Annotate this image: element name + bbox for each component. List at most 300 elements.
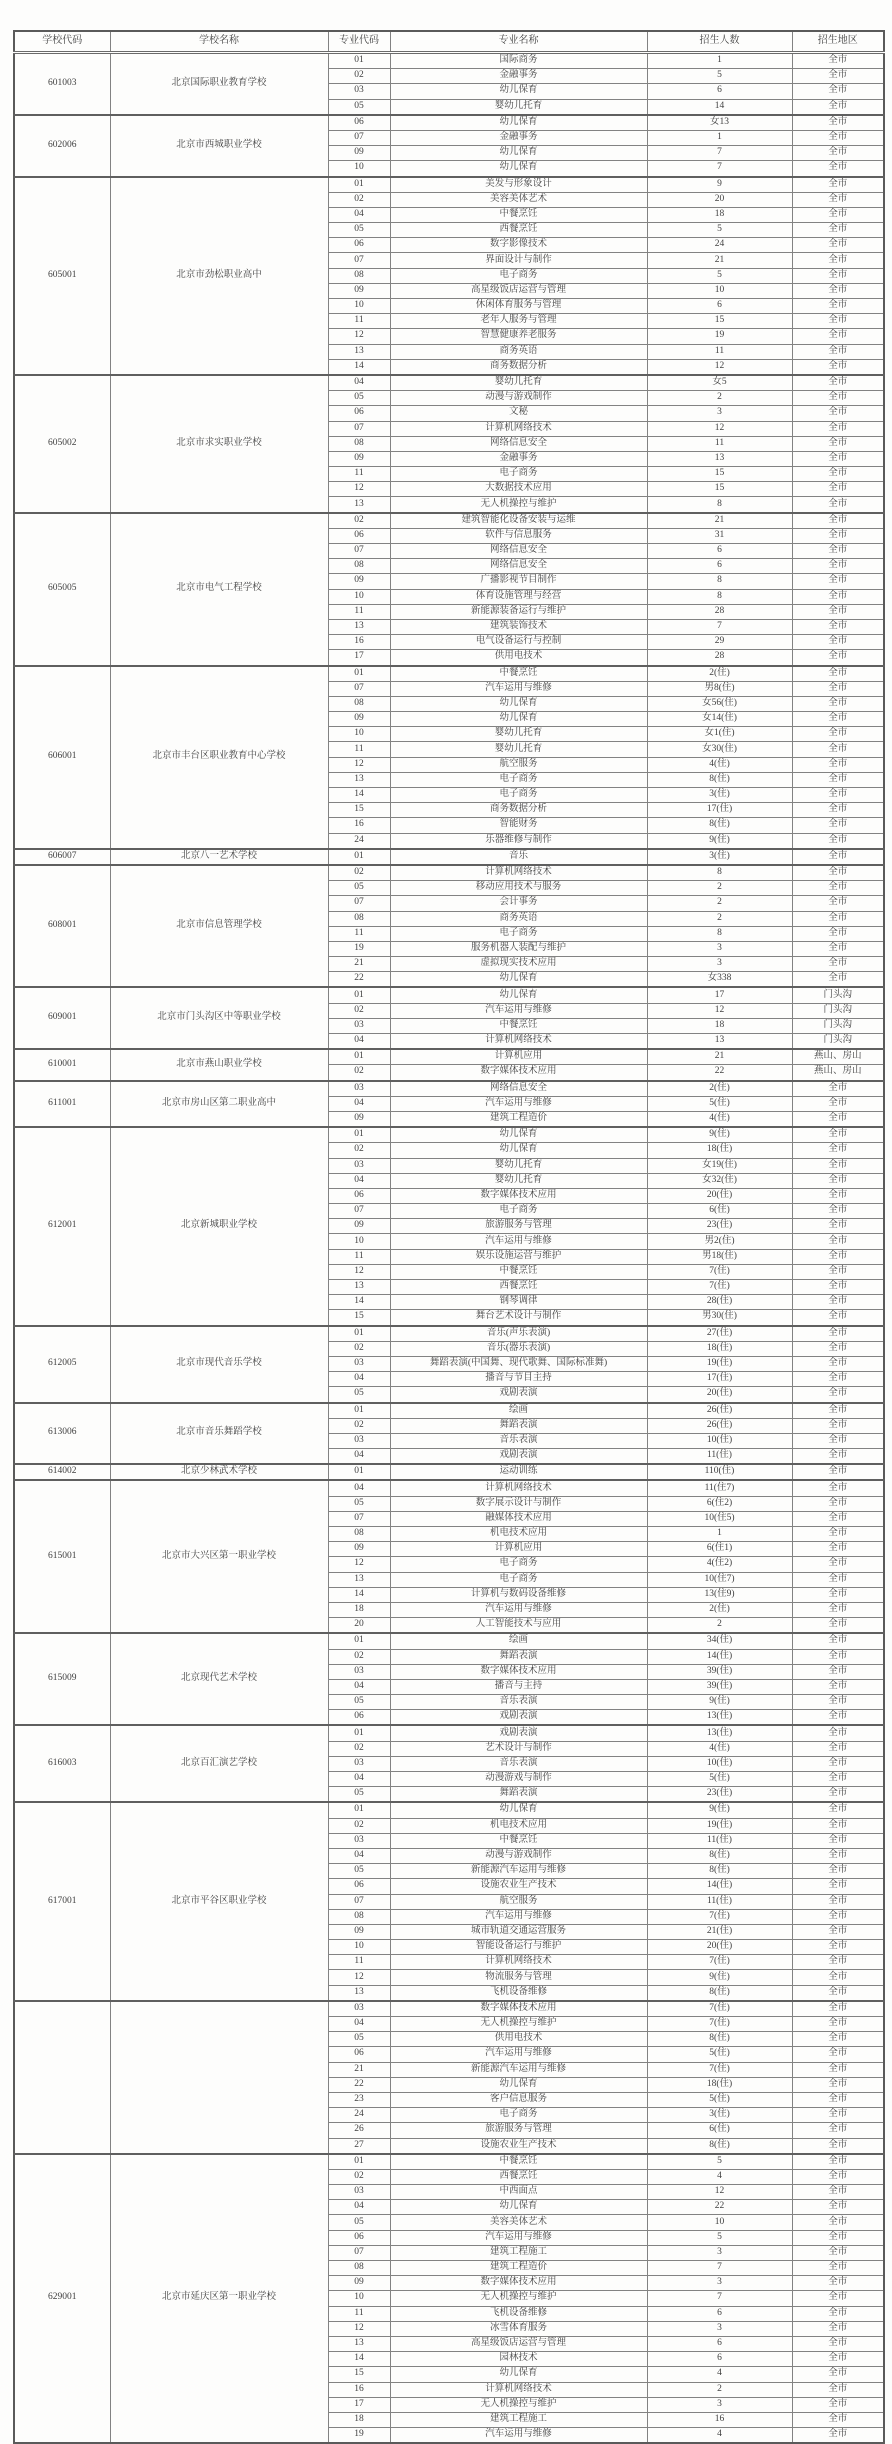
enrollment-count-cell: 女13 [647, 115, 792, 131]
major-code-cell: 14 [328, 1587, 390, 1602]
enrollment-count-cell: 22 [647, 1065, 792, 1081]
major-name-cell: 中餐烹饪 [390, 207, 647, 222]
major-name-cell: 婴幼儿托育 [390, 727, 647, 742]
enrollment-region-cell: 全市 [792, 513, 884, 529]
major-name-cell: 建筑工程施工 [390, 2245, 647, 2260]
enrollment-count-cell: 1 [647, 1527, 792, 1542]
enrollment-count-cell: 9(住) [647, 1695, 792, 1710]
major-code-cell: 13 [328, 497, 390, 513]
major-name-cell: 汽车运用与维修 [390, 1909, 647, 1924]
enrollment-region-cell: 全市 [792, 1940, 884, 1955]
major-code-cell: 11 [328, 1955, 390, 1970]
major-name-cell: 园林技术 [390, 2352, 647, 2367]
major-code-cell: 02 [328, 192, 390, 207]
major-name-cell: 汽车运用与维修 [390, 2047, 647, 2062]
enrollment-count-cell: 8(住) [647, 772, 792, 787]
enrollment-count-cell: 2 [647, 391, 792, 406]
major-code-cell: 01 [328, 53, 390, 69]
enrollment-count-cell: 4(住) [647, 757, 792, 772]
major-code-cell: 08 [328, 1909, 390, 1924]
enrollment-region-cell: 全市 [792, 1496, 884, 1511]
enrollment-count-cell: 女338 [647, 972, 792, 988]
major-name-cell: 幼儿保育 [390, 1802, 647, 1818]
enrollment-count-cell: 4 [647, 2428, 792, 2444]
major-code-cell: 09 [328, 451, 390, 466]
enrollment-region-cell: 全市 [792, 53, 884, 69]
major-name-cell: 无人机操控与维护 [390, 497, 647, 513]
major-code-cell: 02 [328, 1741, 390, 1756]
major-code-cell: 12 [328, 482, 390, 497]
enrollment-count-cell: 3 [647, 957, 792, 972]
enrollment-count-cell: 3 [647, 2397, 792, 2412]
enrollment-region-cell: 全市 [792, 1909, 884, 1924]
major-code-cell: 10 [328, 1234, 390, 1249]
major-code-cell: 09 [328, 712, 390, 727]
major-name-cell: 汽车运用与维修 [390, 1096, 647, 1111]
major-name-cell: 汽车运用与维修 [390, 1003, 647, 1018]
enrollment-region-cell: 全市 [792, 1587, 884, 1602]
school-code-cell: 612005 [14, 1326, 110, 1403]
enrollment-count-cell: 39(住) [647, 1664, 792, 1679]
major-code-cell: 05 [328, 99, 390, 115]
major-code-cell: 12 [328, 1557, 390, 1572]
school-code-cell: 601003 [14, 53, 110, 115]
major-name-cell: 绘画 [390, 1633, 647, 1649]
major-name-cell: 计算机网络技术 [390, 1955, 647, 1970]
major-name-cell: 幼儿保育 [390, 972, 647, 988]
major-name-cell: 电子商务 [390, 1204, 647, 1219]
major-name-cell: 冰雪体育服务 [390, 2321, 647, 2336]
school-name-cell: 北京国际职业教育学校 [110, 53, 328, 115]
major-name-cell: 计算机网络技术 [390, 1480, 647, 1496]
enrollment-region-cell: 全市 [792, 2261, 884, 2276]
major-name-cell: 运动训练 [390, 1464, 647, 1480]
enrollment-count-cell: 5 [647, 2230, 792, 2245]
major-code-cell: 01 [328, 1633, 390, 1649]
major-name-cell: 幼儿保育 [390, 696, 647, 711]
major-code-cell: 05 [328, 1496, 390, 1511]
school-name-cell: 北京新城职业学校 [110, 1127, 328, 1325]
major-code-cell: 10 [328, 1940, 390, 1955]
major-name-cell: 婴幼儿托育 [390, 1158, 647, 1173]
enrollment-count-cell: 9(住) [647, 1970, 792, 1985]
enrollment-region-cell: 全市 [792, 528, 884, 543]
major-code-cell: 19 [328, 941, 390, 956]
enrollment-region-cell: 全市 [792, 359, 884, 375]
enrollment-region-cell: 全市 [792, 223, 884, 238]
major-name-cell: 婴幼儿托育 [390, 99, 647, 115]
enrollment-count-cell: 10 [647, 2215, 792, 2230]
enrollment-count-cell: 13 [647, 451, 792, 466]
major-name-cell: 高星级饭店运营与管理 [390, 2336, 647, 2351]
major-code-cell: 11 [328, 742, 390, 757]
major-name-cell: 无人机操控与维护 [390, 2017, 647, 2032]
enrollment-region-cell: 全市 [792, 436, 884, 451]
major-row [14, 1725, 884, 1741]
enrollment-region-cell: 全市 [792, 2321, 884, 2336]
major-code-cell: 01 [328, 2154, 390, 2170]
header-enrollment-region: 招生地区 [792, 31, 884, 53]
major-code-cell: 10 [328, 161, 390, 177]
school-code-cell: 617001 [14, 1802, 110, 2000]
major-code-cell: 13 [328, 619, 390, 634]
major-name-cell: 汽车运用与维修 [390, 2230, 647, 2245]
header-school-code: 学校代码 [14, 31, 110, 53]
enrollment-count-cell: 11 [647, 436, 792, 451]
major-code-cell: 02 [328, 1341, 390, 1356]
major-row [14, 177, 884, 193]
major-name-cell: 舞蹈表演(中国舞、现代歌舞、国际标准舞) [390, 1356, 647, 1371]
enrollment-region-cell: 燕山、房山 [792, 1065, 884, 1081]
major-name-cell: 西餐烹饪 [390, 2169, 647, 2184]
enrollment-region-cell: 全市 [792, 972, 884, 988]
enrollment-count-cell: 6(住) [647, 2123, 792, 2138]
major-name-cell: 幼儿保育 [390, 146, 647, 161]
major-name-cell: 设施农业生产技术 [390, 1879, 647, 1894]
major-code-cell: 15 [328, 2367, 390, 2382]
major-code-cell: 11 [328, 467, 390, 482]
enrollment-region-cell: 门头沟 [792, 1034, 884, 1050]
enrollment-count-cell: 21 [647, 1049, 792, 1065]
enrollment-region-cell: 全市 [792, 482, 884, 497]
enrollment-count-cell: 女5 [647, 375, 792, 391]
enrollment-region-cell: 全市 [792, 2230, 884, 2245]
enrollment-count-cell: 4 [647, 2367, 792, 2382]
enrollment-count-cell: 8 [647, 574, 792, 589]
enrollment-count-cell: 2(住) [647, 1602, 792, 1617]
enrollment-count-cell: 17 [647, 987, 792, 1003]
major-code-cell: 02 [328, 1818, 390, 1833]
major-name-cell: 网络信息安全 [390, 1081, 647, 1097]
major-code-cell: 09 [328, 146, 390, 161]
major-name-cell: 供用电技术 [390, 2032, 647, 2047]
major-name-cell: 娱乐设施运营与维护 [390, 1249, 647, 1264]
enrollment-region-cell: 全市 [792, 727, 884, 742]
enrollment-count-cell: 5(住) [647, 1772, 792, 1787]
major-code-cell: 06 [328, 1188, 390, 1203]
enrollment-region-cell: 全市 [792, 1679, 884, 1694]
enrollment-count-cell: 5 [647, 268, 792, 283]
major-name-cell: 智能设备运行与维护 [390, 1940, 647, 1955]
major-name-cell: 计算机网络技术 [390, 865, 647, 881]
major-code-cell: 07 [328, 421, 390, 436]
school-code-cell: 612001 [14, 1127, 110, 1325]
enrollment-region-cell: 全市 [792, 818, 884, 833]
major-name-cell: 供用电技术 [390, 650, 647, 666]
enrollment-region-cell: 全市 [792, 1787, 884, 1803]
enrollment-count-cell: 8 [647, 589, 792, 604]
enrollment-region-cell: 全市 [792, 1096, 884, 1111]
major-code-cell: 13 [328, 772, 390, 787]
major-code-cell: 13 [328, 1572, 390, 1587]
major-code-cell: 15 [328, 1310, 390, 1326]
major-code-cell: 07 [328, 544, 390, 559]
enrollment-count-cell: 12 [647, 359, 792, 375]
major-code-cell: 02 [328, 865, 390, 881]
major-name-cell: 计算机应用 [390, 1049, 647, 1065]
enrollment-region-cell: 全市 [792, 2412, 884, 2427]
enrollment-region-cell: 全市 [792, 1649, 884, 1664]
major-code-cell: 12 [328, 1264, 390, 1279]
major-code-cell: 08 [328, 268, 390, 283]
enrollment-region-cell: 全市 [792, 1081, 884, 1097]
enrollment-region-cell: 全市 [792, 1403, 884, 1419]
enrollment-region-cell: 全市 [792, 2276, 884, 2291]
enrollment-count-cell: 6(住) [647, 1204, 792, 1219]
enrollment-region-cell: 全市 [792, 1602, 884, 1617]
major-name-cell: 融媒体技术应用 [390, 1511, 647, 1526]
enrollment-count-cell: 14 [647, 99, 792, 115]
enrollment-region-cell: 全市 [792, 146, 884, 161]
enrollment-count-cell: 7(住) [647, 2017, 792, 2032]
enrollment-region-cell: 全市 [792, 911, 884, 926]
enrollment-count-cell: 8 [647, 865, 792, 881]
major-name-cell: 数字展示设计与制作 [390, 1496, 647, 1511]
major-code-cell: 11 [328, 2306, 390, 2321]
major-row [14, 1081, 884, 1097]
major-code-cell: 04 [328, 1034, 390, 1050]
enrollment-region-cell: 全市 [792, 650, 884, 666]
enrollment-count-cell: 2 [647, 896, 792, 911]
enrollment-region-cell: 全市 [792, 283, 884, 298]
enrollment-region-cell: 全市 [792, 865, 884, 881]
major-row [14, 2154, 884, 2170]
major-row [14, 987, 884, 1003]
enrollment-count-cell: 7 [647, 161, 792, 177]
enrollment-count-cell: 17(住) [647, 803, 792, 818]
enrollment-count-cell: 1 [647, 53, 792, 69]
major-name-cell: 中西面点 [390, 2185, 647, 2200]
major-row [14, 53, 884, 69]
enrollment-region-cell: 全市 [792, 619, 884, 634]
enrollment-count-cell: 7(住) [647, 1264, 792, 1279]
major-name-cell: 幼儿保育 [390, 1143, 647, 1158]
enrollment-region-cell: 全市 [792, 161, 884, 177]
enrollment-count-cell: 13(住) [647, 1710, 792, 1726]
enrollment-count-cell: 12 [647, 421, 792, 436]
enrollment-region-cell: 全市 [792, 329, 884, 344]
major-name-cell: 音乐表演 [390, 1433, 647, 1448]
school-name-cell: 北京现代艺术学校 [110, 1633, 328, 1725]
enrollment-region-cell: 全市 [792, 681, 884, 696]
enrollment-count-cell: 5 [647, 2154, 792, 2170]
enrollment-region-cell: 全市 [792, 2169, 884, 2184]
enrollment-region-cell: 全市 [792, 1449, 884, 1465]
school-code-cell: 605002 [14, 375, 110, 513]
major-code-cell: 01 [328, 177, 390, 193]
enrollment-count-cell: 2 [647, 911, 792, 926]
major-name-cell: 网络信息安全 [390, 544, 647, 559]
enrollment-region-cell: 全市 [792, 1618, 884, 1634]
enrollment-region-cell: 全市 [792, 2382, 884, 2397]
major-name-cell: 美容美体艺术 [390, 192, 647, 207]
enrollment-region-cell: 全市 [792, 1802, 884, 1818]
major-code-cell: 08 [328, 911, 390, 926]
major-row [14, 1480, 884, 1496]
major-name-cell: 旅游服务与管理 [390, 1219, 647, 1234]
enrollment-region-cell: 全市 [792, 957, 884, 972]
major-code-cell: 12 [328, 2321, 390, 2336]
major-name-cell: 机电技术应用 [390, 1527, 647, 1542]
enrollment-region-cell: 全市 [792, 1572, 884, 1587]
school-code-cell: 616003 [14, 1725, 110, 1802]
major-code-cell: 04 [328, 1173, 390, 1188]
major-name-cell: 计算机网络技术 [390, 2382, 647, 2397]
enrollment-count-cell: 7 [647, 2291, 792, 2306]
major-name-cell: 飞机设备维修 [390, 2306, 647, 2321]
major-code-cell: 03 [328, 84, 390, 99]
major-name-cell: 中餐烹饪 [390, 1264, 647, 1279]
major-row [14, 375, 884, 391]
enrollment-region-cell: 全市 [792, 69, 884, 84]
school-name-cell: 北京市丰台区职业教育中心学校 [110, 666, 328, 849]
enrollment-region-cell: 全市 [792, 84, 884, 99]
enrollment-count-cell: 8(住) [647, 2138, 792, 2154]
enrollment-count-cell: 9(住) [647, 1127, 792, 1143]
enrollment-count-cell: 12 [647, 2185, 792, 2200]
major-row [14, 666, 884, 682]
major-code-cell: 06 [328, 2047, 390, 2062]
major-code-cell: 07 [328, 253, 390, 268]
school-code-cell: 606007 [14, 849, 110, 865]
major-row [14, 1127, 884, 1143]
major-name-cell: 音乐表演 [390, 1695, 647, 1710]
major-code-cell: 03 [328, 2185, 390, 2200]
major-name-cell: 音乐表演 [390, 1756, 647, 1771]
enrollment-count-cell: 14(住) [647, 1879, 792, 1894]
major-name-cell: 电子商务 [390, 926, 647, 941]
major-code-cell: 21 [328, 957, 390, 972]
enrollment-region-cell: 全市 [792, 1756, 884, 1771]
enrollment-region-cell: 全市 [792, 2245, 884, 2260]
enrollment-count-cell: 5(住) [647, 2047, 792, 2062]
school-name-cell: 北京市求实职业学校 [110, 375, 328, 513]
major-name-cell: 网络信息安全 [390, 559, 647, 574]
enrollment-region-cell: 全市 [792, 1741, 884, 1756]
enrollment-region-cell: 全市 [792, 1234, 884, 1249]
major-code-cell: 11 [328, 1249, 390, 1264]
major-code-cell: 03 [328, 1833, 390, 1848]
enrollment-region-cell: 全市 [792, 1387, 884, 1403]
enrollment-region-cell: 全市 [792, 574, 884, 589]
major-code-cell: 04 [328, 1848, 390, 1863]
enrollment-region-cell: 全市 [792, 1143, 884, 1158]
enrollment-count-cell: 6 [647, 559, 792, 574]
major-code-cell: 08 [328, 559, 390, 574]
enrollment-region-cell: 全市 [792, 1219, 884, 1234]
header-row [14, 31, 884, 53]
major-code-cell: 20 [328, 1618, 390, 1634]
major-code-cell: 14 [328, 359, 390, 375]
major-code-cell: 05 [328, 2215, 390, 2230]
major-code-cell: 24 [328, 833, 390, 849]
major-code-cell: 04 [328, 375, 390, 391]
major-name-cell: 金融事务 [390, 69, 647, 84]
enrollment-region-cell: 全市 [792, 115, 884, 131]
enrollment-count-cell: 110(住) [647, 1464, 792, 1480]
major-name-cell: 戏剧表演 [390, 1387, 647, 1403]
enrollment-region-cell: 全市 [792, 941, 884, 956]
enrollment-region-cell: 全市 [792, 1111, 884, 1127]
major-name-cell: 舞蹈表演 [390, 1649, 647, 1664]
major-name-cell: 电子商务 [390, 788, 647, 803]
major-name-cell: 文秘 [390, 406, 647, 421]
enrollment-count-cell: 7(住) [647, 1909, 792, 1924]
enrollment-count-cell: 39(住) [647, 1679, 792, 1694]
major-name-cell: 城市轨道交通运营服务 [390, 1924, 647, 1939]
major-name-cell: 西餐烹饪 [390, 1280, 647, 1295]
major-name-cell: 设施农业生产技术 [390, 2138, 647, 2154]
major-name-cell: 婴幼儿托育 [390, 1173, 647, 1188]
enrollment-count-cell: 女32(住) [647, 1173, 792, 1188]
enrollment-region-cell: 全市 [792, 406, 884, 421]
enrollment-region-cell: 全市 [792, 1894, 884, 1909]
enrollment-count-cell: 8(住) [647, 818, 792, 833]
major-code-cell: 01 [328, 1802, 390, 1818]
major-code-cell: 02 [328, 1649, 390, 1664]
enrollment-region-cell: 燕山、房山 [792, 1049, 884, 1065]
school-name-cell: 北京市劲松职业高中 [110, 177, 328, 375]
major-name-cell: 汽车运用与维修 [390, 1602, 647, 1617]
major-name-cell: 音乐 [390, 849, 647, 865]
major-name-cell: 金融事务 [390, 130, 647, 145]
enrollment-region-cell: 全市 [792, 757, 884, 772]
enrollment-count-cell: 8(住) [647, 1864, 792, 1879]
school-name-cell: 北京市燕山职业学校 [110, 1049, 328, 1080]
enrollment-region-cell: 全市 [792, 2108, 884, 2123]
enrollment-count-cell: 27(住) [647, 1326, 792, 1342]
enrollment-count-cell: 3 [647, 2321, 792, 2336]
enrollment-count-cell: 3(住) [647, 788, 792, 803]
enrollment-count-cell: 男18(住) [647, 1249, 792, 1264]
enrollment-region-cell: 全市 [792, 467, 884, 482]
enrollment-region-cell: 全市 [792, 177, 884, 193]
enrollment-count-cell: 8 [647, 497, 792, 513]
major-name-cell: 计算机网络技术 [390, 421, 647, 436]
enrollment-region-cell: 全市 [792, 666, 884, 682]
enrollment-count-cell: 5 [647, 223, 792, 238]
enrollment-count-cell: 10(住) [647, 1433, 792, 1448]
enrollment-region-cell: 全市 [792, 391, 884, 406]
header-school-name: 学校名称 [110, 31, 328, 53]
major-code-cell: 18 [328, 1602, 390, 1617]
enrollment-count-cell: 8(住) [647, 1985, 792, 2001]
major-name-cell: 电子商务 [390, 1557, 647, 1572]
major-row [14, 849, 884, 865]
major-code-cell: 02 [328, 1065, 390, 1081]
major-name-cell: 戏剧表演 [390, 1725, 647, 1741]
major-name-cell: 智能财务 [390, 818, 647, 833]
school-name-cell: 北京少林武术学校 [110, 1464, 328, 1480]
enrollment-count-cell: 26(住) [647, 1418, 792, 1433]
major-code-cell: 22 [328, 972, 390, 988]
enrollment-count-cell: 9(住) [647, 1802, 792, 1818]
major-code-cell: 12 [328, 1970, 390, 1985]
enrollment-count-cell: 11(住) [647, 1449, 792, 1465]
enrollment-count-cell: 8(住) [647, 1848, 792, 1863]
major-name-cell: 动漫游戏与制作 [390, 1772, 647, 1787]
enrollment-region-cell: 全市 [792, 2138, 884, 2154]
school-code-cell: 602006 [14, 115, 110, 177]
school-name-cell: 北京八一艺术学校 [110, 849, 328, 865]
enrollment-count-cell: 19 [647, 329, 792, 344]
enrollment-region-cell: 全市 [792, 1879, 884, 1894]
enrollment-region-cell: 全市 [792, 1280, 884, 1295]
enrollment-region-cell: 全市 [792, 1480, 884, 1496]
enrollment-count-cell: 3(住) [647, 849, 792, 865]
enrollment-count-cell: 20(住) [647, 1188, 792, 1203]
major-code-cell: 06 [328, 528, 390, 543]
